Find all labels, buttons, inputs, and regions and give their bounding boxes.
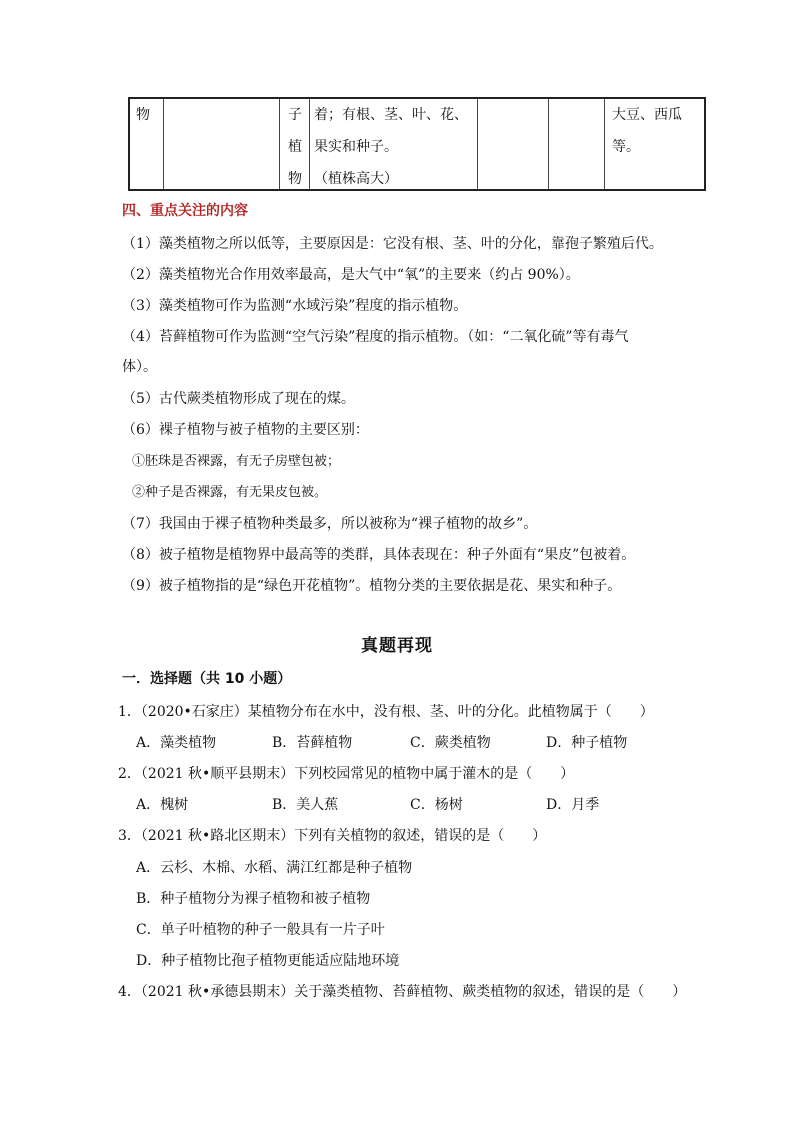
page-title: 真题再现 xyxy=(361,636,433,656)
question-1-stem: 1．（2020•石家庄）某植物分布在水中，没有根、茎、叶的分化。此植物属于（ ） xyxy=(118,704,654,720)
question-2-stem: 2．（2021 秋•顺平县期末）下列校园常见的植物中属于灌木的是（ ） xyxy=(118,766,575,782)
key-point-4-cont: 体）。 xyxy=(122,359,157,375)
q2-option-a[interactable]: A．槐树 xyxy=(136,797,189,813)
q3-option-c[interactable]: C．单子叶植物的种子一般具有一片子叶 xyxy=(136,922,385,938)
key-point-8: （8）被子植物是植物界中最高等的类群，具体表现在：种子外面有“果皮”包被着。 xyxy=(122,547,636,563)
vertical-char: 植 xyxy=(288,139,302,155)
q1-option-c[interactable]: C．蕨类植物 xyxy=(410,735,491,751)
key-point-2: （2）藻类植物光合作用效率最高，是大气中“氧”的主要来（约占 90%）。 xyxy=(122,267,580,283)
q2-option-b[interactable]: B．美人蕉 xyxy=(272,797,339,813)
description-line: 着；有根、茎、叶、花、 xyxy=(314,107,468,123)
examples-line: 等。 xyxy=(612,139,640,155)
key-point-4: （4）苔藓植物可作为监测“空气污染”程度的指示植物。（如：“二氧化硫”等有毒气 xyxy=(122,329,629,345)
plant-classification-table xyxy=(128,97,706,191)
table-cell-vertical-text xyxy=(280,99,310,195)
description-line: 果实和种子。 xyxy=(314,139,398,155)
section-heading: 四、重点关注的内容 xyxy=(122,203,248,219)
table-cell-examples xyxy=(612,99,682,163)
key-point-6: （6）裸子植物与被子植物的主要区别： xyxy=(122,422,369,438)
key-point-3: （3）藻类植物可作为监测“水域污染”程度的指示植物。 xyxy=(122,298,468,314)
question-4-stem: 4．（2021 秋•承德县期末）关于藻类植物、苔藓植物、蕨类植物的叙述，错误的是（ ） xyxy=(118,984,687,1000)
table-col-6 xyxy=(549,99,605,189)
table-col-5 xyxy=(478,99,549,189)
question-section-heading: 一．选择题（共 10 小题） xyxy=(122,671,292,687)
description-line: （植株高大） xyxy=(314,171,398,187)
q2-option-c[interactable]: C．杨树 xyxy=(410,797,463,813)
table-col-3 xyxy=(280,99,310,189)
key-point-9: （9）被子植物指的是“绿色开花植物”。植物分类的主要依据是花、果实和种子。 xyxy=(122,578,622,594)
q3-option-d[interactable]: D．种子植物比孢子植物更能适应陆地环境 xyxy=(136,953,400,969)
vertical-char: 子 xyxy=(288,107,302,123)
table-col-7 xyxy=(605,99,704,189)
examples-line: 大豆、西瓜 xyxy=(612,107,682,123)
table-col-2 xyxy=(164,99,280,189)
q1-option-a[interactable]: A．藻类植物 xyxy=(136,735,217,751)
table-col-4 xyxy=(310,99,478,189)
question-3-stem: 3．（2021 秋•路北区期末）下列有关植物的叙述，错误的是（ ） xyxy=(118,828,547,844)
q1-option-d[interactable]: D．种子植物 xyxy=(546,735,628,751)
vertical-char: 物 xyxy=(288,171,302,187)
q3-option-a[interactable]: A．云杉、木棉、水稻、满江红都是种子植物 xyxy=(136,860,413,876)
q1-option-b[interactable]: B．苔藓植物 xyxy=(272,735,353,751)
q3-option-b[interactable]: B．种子植物分为裸子植物和被子植物 xyxy=(136,891,371,907)
table-cell-text: 物 xyxy=(136,107,150,123)
key-point-5: （5）古代蕨类植物形成了现在的煤。 xyxy=(122,391,355,407)
q2-option-d[interactable]: D．月季 xyxy=(546,797,600,813)
key-point-6-a: ①胚珠是否裸露，有无子房壁包被； xyxy=(132,454,341,469)
table-cell-description xyxy=(314,99,468,195)
key-point-7: （7）我国由于裸子植物种类最多，所以被称为“裸子植物的故乡”。 xyxy=(122,516,538,532)
table-col-1 xyxy=(130,99,164,189)
key-point-1: （1）藻类植物之所以低等，主要原因是：它没有根、茎、叶的分化，靠孢子繁殖后代。 xyxy=(122,236,663,252)
key-point-6-b: ②种子是否裸露，有无果皮包被。 xyxy=(132,485,328,500)
